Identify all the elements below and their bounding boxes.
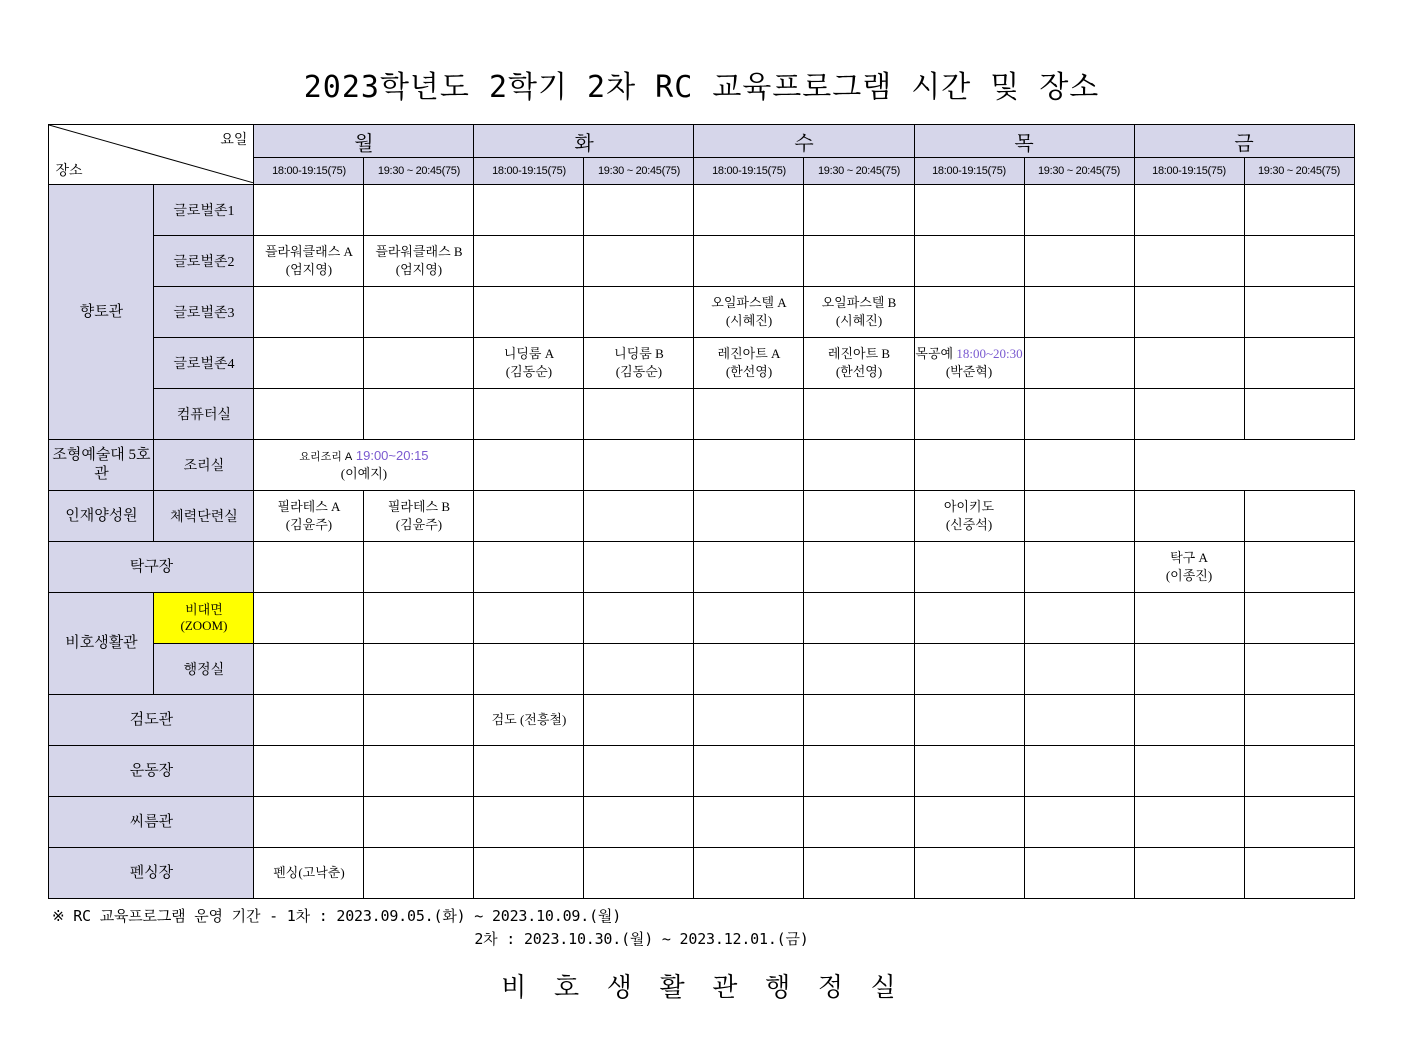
schedule-cell	[914, 542, 1024, 593]
day-header-tue: 화	[474, 125, 694, 158]
schedule-cell	[804, 185, 914, 236]
time-header-2: 18:00-19:15(75)	[474, 158, 584, 185]
schedule-cell	[694, 542, 804, 593]
schedule-cell	[474, 491, 584, 542]
schedule-cell	[1244, 542, 1354, 593]
building-label: 운동장	[49, 746, 254, 797]
schedule-cell	[914, 185, 1024, 236]
program-name: 오일파스텔 A	[711, 295, 787, 311]
program-name: 탁구 A	[1170, 550, 1208, 566]
schedule-cell	[1134, 644, 1244, 695]
time-header-8: 18:00-19:15(75)	[1134, 158, 1244, 185]
schedule-cell	[1134, 389, 1244, 440]
schedule-cell	[474, 644, 584, 695]
day-header-thu: 목	[914, 125, 1134, 158]
schedule-cell	[914, 338, 1024, 389]
schedule-cell	[694, 236, 804, 287]
instructor-name: (김윤주)	[395, 517, 443, 532]
schedule-cell	[694, 338, 804, 389]
schedule-cell	[584, 593, 694, 644]
schedule-cell	[694, 491, 804, 542]
schedule-cell	[254, 389, 364, 440]
table-row	[49, 593, 1354, 644]
schedule-cell	[1024, 746, 1134, 797]
day-header-mon: 월	[254, 125, 474, 158]
table-row	[49, 746, 1354, 797]
schedule-cell	[1244, 236, 1354, 287]
schedule-cell	[804, 644, 914, 695]
schedule-cell	[584, 389, 694, 440]
schedule-cell	[474, 746, 584, 797]
schedule-cell	[694, 746, 804, 797]
program-name: 목공예 18:00~20:30	[915, 346, 1023, 362]
schedule-cell	[254, 695, 364, 746]
time-header-6: 18:00-19:15(75)	[914, 158, 1024, 185]
schedule-cell	[584, 695, 694, 746]
schedule-cell	[1244, 338, 1354, 389]
schedule-cell	[474, 593, 584, 644]
program-name: 레진아트 A	[717, 346, 781, 362]
schedule-cell	[914, 593, 1024, 644]
room-label: 글로벌존2	[154, 236, 254, 287]
program-name: 니딩룸 B	[614, 346, 664, 362]
room-label: 체력단련실	[154, 491, 254, 542]
schedule-cell	[694, 287, 804, 338]
schedule-cell	[474, 440, 584, 491]
corner-day-label: 요일	[220, 133, 248, 148]
footer-office: 비 호 생 활 관 행 정 실	[501, 973, 902, 1003]
schedule-cell	[474, 287, 584, 338]
schedule-cell	[1024, 440, 1134, 491]
schedule-cell	[914, 440, 1024, 491]
program-time: 19:00~20:15	[352, 448, 429, 464]
schedule-cell	[804, 287, 914, 338]
instructor-name: (엄지영)	[285, 262, 333, 277]
table-row	[49, 338, 1354, 389]
day-header-fri: 금	[1134, 125, 1354, 158]
schedule-cell	[364, 593, 474, 644]
schedule-cell	[254, 185, 364, 236]
schedule-cell	[694, 440, 804, 491]
instructor-name: (이종진)	[1165, 568, 1213, 583]
room-label: 비대면 (ZOOM)	[154, 593, 254, 644]
building-label: 검도관	[49, 695, 254, 746]
schedule-cell	[1244, 287, 1354, 338]
note-period-line2: 2차 : 2023.10.30.(월) ~ 2023.12.01.(금)	[474, 930, 809, 948]
table-row	[49, 185, 1354, 236]
program-name: 니딩룸 A	[503, 346, 555, 362]
building-label: 인재양성원	[49, 491, 154, 542]
schedule-cell	[254, 491, 364, 542]
schedule-cell	[804, 542, 914, 593]
time-header-0: 18:00-19:15(75)	[254, 158, 364, 185]
instructor-name: (한선영)	[725, 364, 773, 379]
table-row	[49, 236, 1354, 287]
building-label: 씨름관	[49, 797, 254, 848]
schedule-cell	[474, 848, 584, 899]
schedule-cell	[584, 185, 694, 236]
schedule-cell	[254, 542, 364, 593]
schedule-cell	[254, 236, 364, 287]
schedule-cell	[584, 338, 694, 389]
note-period-line1: ※ RC 교육프로그램 운영 기간 - 1차 : 2023.09.05.(화) ~ 2023.10.09.(월)	[52, 907, 622, 925]
program-name: 오일파스텔 B	[821, 295, 897, 311]
schedule-cell	[1134, 287, 1244, 338]
schedule-cell	[914, 695, 1024, 746]
table-row	[49, 287, 1354, 338]
program-name: 플라워클래스 B	[375, 244, 463, 260]
schedule-cell	[804, 746, 914, 797]
schedule-cell	[1024, 185, 1134, 236]
instructor-name: (김동순)	[615, 364, 663, 379]
schedule-cell	[914, 746, 1024, 797]
room-label: 컴퓨터실	[154, 389, 254, 440]
time-header-4: 18:00-19:15(75)	[694, 158, 804, 185]
schedule-cell	[804, 440, 914, 491]
schedule-cell	[1244, 593, 1354, 644]
schedule-cell	[694, 185, 804, 236]
instructor-name: (김윤주)	[285, 517, 333, 532]
schedule-table	[48, 124, 1354, 899]
schedule-cell	[804, 848, 914, 899]
schedule-cell	[694, 848, 804, 899]
program-name: 검도 (전흥철)	[491, 712, 567, 728]
instructor-name: (시혜진)	[725, 313, 773, 328]
schedule-cell	[474, 338, 584, 389]
day-header-wed: 수	[694, 125, 914, 158]
instructor-name: (한선영)	[835, 364, 883, 379]
building-label: 탁구장	[49, 542, 254, 593]
table-row	[49, 848, 1354, 899]
schedule-cell	[364, 287, 474, 338]
instructor-name: (이예지)	[340, 466, 388, 482]
schedule-cell	[1134, 338, 1244, 389]
time-header-5: 19:30 ~ 20:45(75)	[804, 158, 914, 185]
schedule-cell	[804, 491, 914, 542]
schedule-cell	[694, 797, 804, 848]
room-label: 글로벌존1	[154, 185, 254, 236]
schedule-cell	[584, 542, 694, 593]
program-time: 18:00~20:30	[953, 346, 1023, 362]
program-name: 필라테스 B	[387, 499, 451, 515]
schedule-cell	[1134, 593, 1244, 644]
schedule-cell	[1024, 797, 1134, 848]
schedule-cell	[364, 185, 474, 236]
schedule-cell	[804, 593, 914, 644]
corner-place-label: 장소	[55, 164, 83, 179]
schedule-body	[49, 185, 1354, 899]
schedule-cell	[1134, 695, 1244, 746]
table-row	[49, 695, 1354, 746]
schedule-cell	[1244, 491, 1354, 542]
schedule-cell	[914, 236, 1024, 287]
schedule-cell	[364, 695, 474, 746]
schedule-cell	[1244, 185, 1354, 236]
schedule-cell	[254, 593, 364, 644]
schedule-cell	[1244, 695, 1354, 746]
schedule-cell	[474, 389, 584, 440]
schedule-cell	[474, 695, 584, 746]
table-row	[49, 491, 1354, 542]
schedule-cell	[254, 440, 474, 491]
schedule-cell	[804, 236, 914, 287]
schedule-cell	[254, 848, 364, 899]
program-name: 레진아트 B	[827, 346, 891, 362]
schedule-cell	[1244, 746, 1354, 797]
table-corner-header	[49, 125, 254, 185]
room-label: 글로벌존4	[154, 338, 254, 389]
schedule-cell	[914, 644, 1024, 695]
instructor-name: (박준혁)	[945, 364, 993, 379]
schedule-cell	[364, 797, 474, 848]
notes-block	[0, 905, 1403, 949]
schedule-cell	[1024, 338, 1134, 389]
schedule-cell	[364, 644, 474, 695]
schedule-cell	[474, 542, 584, 593]
room-label: 글로벌존3	[154, 287, 254, 338]
time-header-9: 19:30 ~ 20:45(75)	[1244, 158, 1354, 185]
program-name: 요리조리 A 19:00~20:15	[299, 448, 429, 464]
schedule-cell	[1244, 848, 1354, 899]
schedule-cell	[1024, 644, 1134, 695]
schedule-cell	[914, 287, 1024, 338]
room-label: 조리실	[154, 440, 254, 491]
program-name: 펜싱(고낙춘)	[273, 865, 345, 881]
schedule-cell	[694, 593, 804, 644]
time-header-7: 19:30 ~ 20:45(75)	[1024, 158, 1134, 185]
table-row	[49, 797, 1354, 848]
schedule-cell	[474, 185, 584, 236]
schedule-cell	[474, 236, 584, 287]
document-page	[0, 62, 1403, 1054]
schedule-cell	[584, 797, 694, 848]
room-label: 행정실	[154, 644, 254, 695]
building-label: 비호생활관	[49, 593, 154, 695]
schedule-cell	[1134, 797, 1244, 848]
schedule-cell	[1134, 542, 1244, 593]
schedule-cell	[804, 389, 914, 440]
instructor-name: (엄지영)	[395, 262, 443, 277]
program-name: 필라테스 A	[277, 499, 341, 515]
schedule-cell	[1134, 236, 1244, 287]
schedule-cell	[474, 797, 584, 848]
table-row	[49, 389, 1354, 440]
schedule-cell	[1134, 491, 1244, 542]
schedule-cell	[694, 695, 804, 746]
schedule-cell	[1244, 389, 1354, 440]
time-header-1: 19:30 ~ 20:45(75)	[364, 158, 474, 185]
building-label: 향토관	[49, 185, 154, 440]
schedule-cell	[1244, 644, 1354, 695]
schedule-cell	[584, 440, 694, 491]
schedule-cell	[254, 287, 364, 338]
program-name: 아이키도	[943, 499, 995, 515]
schedule-cell	[804, 695, 914, 746]
time-header-3: 19:30 ~ 20:45(75)	[584, 158, 694, 185]
schedule-cell	[1024, 593, 1134, 644]
schedule-cell	[584, 746, 694, 797]
schedule-cell	[914, 491, 1024, 542]
schedule-cell	[254, 746, 364, 797]
schedule-cell	[1244, 797, 1354, 848]
schedule-cell	[914, 797, 1024, 848]
schedule-cell	[254, 797, 364, 848]
table-row	[49, 644, 1354, 695]
instructor-name: (김동순)	[505, 364, 553, 379]
schedule-cell	[804, 797, 914, 848]
schedule-cell	[1024, 542, 1134, 593]
schedule-cell	[694, 389, 804, 440]
schedule-cell	[584, 287, 694, 338]
schedule-cell	[584, 491, 694, 542]
schedule-cell	[914, 848, 1024, 899]
schedule-cell	[254, 644, 364, 695]
schedule-cell	[254, 338, 364, 389]
schedule-cell	[1024, 695, 1134, 746]
schedule-cell	[804, 338, 914, 389]
schedule-cell	[364, 848, 474, 899]
building-label: 펜싱장	[49, 848, 254, 899]
schedule-cell	[1024, 389, 1134, 440]
table-row	[49, 542, 1354, 593]
page-title: 2023학년도 2학기 2차 RC 교육프로그램 시간 및 장소	[303, 70, 1100, 105]
schedule-cell	[694, 644, 804, 695]
schedule-cell	[364, 542, 474, 593]
building-label: 조형예술대 5호관	[49, 440, 154, 491]
schedule-cell	[1134, 746, 1244, 797]
schedule-cell	[1024, 236, 1134, 287]
schedule-cell	[584, 644, 694, 695]
schedule-cell	[364, 491, 474, 542]
schedule-cell	[1134, 848, 1244, 899]
schedule-cell	[364, 746, 474, 797]
schedule-cell	[1024, 848, 1134, 899]
schedule-cell	[914, 389, 1024, 440]
schedule-cell	[1134, 185, 1244, 236]
instructor-name: (신중석)	[945, 517, 993, 532]
schedule-cell	[584, 236, 694, 287]
schedule-cell	[364, 389, 474, 440]
schedule-cell	[584, 848, 694, 899]
program-name: 플라워클래스 A	[264, 244, 353, 260]
schedule-cell	[364, 236, 474, 287]
schedule-cell	[1024, 287, 1134, 338]
schedule-cell	[1024, 491, 1134, 542]
schedule-cell	[364, 338, 474, 389]
table-row	[49, 440, 1354, 491]
instructor-name: (시혜진)	[835, 313, 883, 328]
